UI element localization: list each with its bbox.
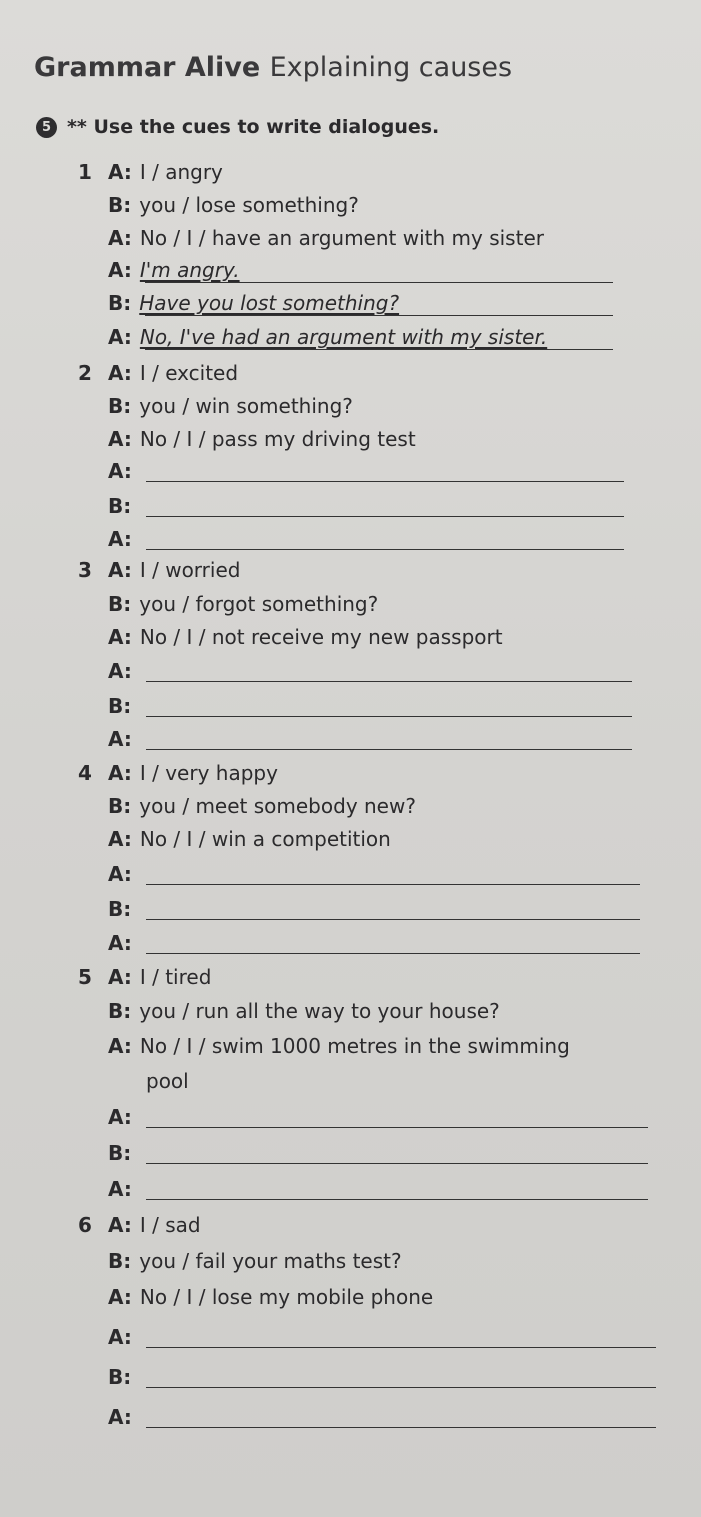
dialogue-line [108,160,223,184]
cue-text: No / I / lose my mobile phone [139,1285,434,1309]
dialogue-line [108,1365,139,1389]
dialogue-line [108,794,416,818]
answer-underline [145,282,613,283]
answer-underline [145,315,613,316]
dialogue-line [108,1325,140,1349]
difficulty-stars: ** [67,116,87,138]
answer-blank-line[interactable] [146,1427,656,1428]
dialogue-line [108,325,547,349]
speaker-label: A: [108,258,132,282]
dialogue-line [108,897,139,921]
speaker-label: B: [108,1249,132,1273]
speaker-label: B: [108,394,132,418]
cue-text: pool [146,1069,189,1093]
speaker-label: B: [108,794,132,818]
answer-blank-line[interactable] [146,481,624,482]
speaker-label: A: [108,1325,132,1349]
dialogue-line [108,1405,140,1429]
dialogue-line [108,965,211,989]
speaker-label: A: [108,226,132,250]
speaker-label: A: [108,1285,132,1309]
cue-text: No / I / have an argument with my sister [139,226,544,250]
speaker-label: A: [108,761,132,785]
speaker-label: A: [108,1034,132,1058]
cue-text: you / run all the way to your house? [139,999,500,1023]
answer-blank-line[interactable] [146,1199,648,1200]
speaker-label: A: [108,527,132,551]
dialogue-line [108,459,140,483]
item-number: 2 [78,361,92,385]
dialogue-line [108,625,503,649]
speaker-label: A: [108,965,132,989]
cue-text: you / fail your maths test? [139,1249,402,1273]
instruction-text: Use the cues to write dialogues. [93,116,440,138]
item-number: 5 [78,965,92,989]
dialogue-line [108,427,416,451]
speaker-label: B: [108,291,132,315]
speaker-label: A: [108,427,132,451]
speaker-label: B: [108,999,132,1023]
dialogue-line [108,394,353,418]
dialogue-line [108,727,140,751]
dialogue-line [108,999,500,1023]
dialogue-line [108,761,278,785]
dialogue-line [108,1177,140,1201]
dialogue-line [108,361,238,385]
speaker-label: A: [108,727,132,751]
cue-text: I / very happy [139,761,278,785]
speaker-label: B: [108,1365,132,1389]
dialogue-line [108,694,139,718]
item-number: 3 [78,558,92,582]
cue-text: I / sad [139,1213,201,1237]
answer-blank-line[interactable] [146,1347,656,1348]
cue-text: No / I / win a competition [139,827,391,851]
answer-blank-line[interactable] [146,1163,648,1164]
answer-blank-line[interactable] [146,1387,656,1388]
speaker-label: A: [108,862,132,886]
speaker-label: A: [108,1213,132,1237]
dialogue-line [108,1213,201,1237]
speaker-label: B: [108,1141,132,1165]
dialogue-line [108,291,399,315]
dialogue-line [108,1105,140,1129]
dialogue-line [108,659,140,683]
answer-blank-line[interactable] [146,953,640,954]
dialogue-line [108,1249,402,1273]
title-light: Explaining causes [269,52,513,83]
cue-text: you / lose something? [139,193,359,217]
speaker-label: A: [108,1105,132,1129]
dialogue-line [146,1069,189,1093]
dialogue-line [108,1034,570,1058]
dialogue-line [108,494,139,518]
dialogue-line [108,258,240,282]
exercise-instruction [36,116,439,138]
item-number: 1 [78,160,92,184]
cue-text: No / I / pass my driving test [139,427,416,451]
answer-blank-line[interactable] [146,919,640,920]
speaker-label: B: [108,897,132,921]
speaker-label: A: [108,931,132,955]
speaker-label: B: [108,694,132,718]
answer-text: I'm angry. [139,258,240,282]
cue-text: you / win something? [139,394,353,418]
speaker-label: A: [108,558,132,582]
cue-text: I / excited [139,361,239,385]
speaker-label: A: [108,1177,132,1201]
dialogue-line [108,558,240,582]
dialogue-line [108,527,140,551]
answer-text: No, I've had an argument with my sister. [139,325,548,349]
page-title [34,52,512,83]
speaker-label: A: [108,1405,132,1429]
dialogue-line [108,1141,139,1165]
cue-text: I / tired [139,965,212,989]
title-bold: Grammar Alive [34,52,261,83]
speaker-label: A: [108,325,132,349]
dialogue-line [108,193,359,217]
speaker-label: B: [108,592,132,616]
answer-blank-line[interactable] [146,1127,648,1128]
answer-blank-line[interactable] [146,516,624,517]
cue-text: No / I / not receive my new passport [139,625,503,649]
dialogue-line [108,592,378,616]
speaker-label: B: [108,494,132,518]
speaker-label: A: [108,827,132,851]
answer-blank-line[interactable] [146,884,640,885]
speaker-label: A: [108,160,132,184]
answer-blank-line[interactable] [146,681,632,682]
cue-text: you / forgot something? [139,592,379,616]
dialogue-line [108,862,140,886]
dialogue-line [108,226,544,250]
item-number: 6 [78,1213,92,1237]
speaker-label: A: [108,361,132,385]
speaker-label: A: [108,625,132,649]
answer-blank-line[interactable] [146,716,632,717]
answer-underline [145,349,613,350]
speaker-label: A: [108,659,132,683]
exercise-number-badge: 5 [36,117,57,138]
item-number: 4 [78,761,92,785]
answer-blank-line[interactable] [146,549,624,550]
cue-text: No / I / swim 1000 metres in the swimming [139,1034,570,1058]
answer-text: Have you lost something? [139,291,400,315]
cue-text: I / angry [139,160,223,184]
dialogue-line [108,1285,433,1309]
speaker-label: B: [108,193,132,217]
cue-text: I / worried [139,558,241,582]
dialogue-line [108,931,140,955]
cue-text: you / meet somebody new? [139,794,416,818]
answer-blank-line[interactable] [146,749,632,750]
speaker-label: A: [108,459,132,483]
dialogue-line [108,827,391,851]
